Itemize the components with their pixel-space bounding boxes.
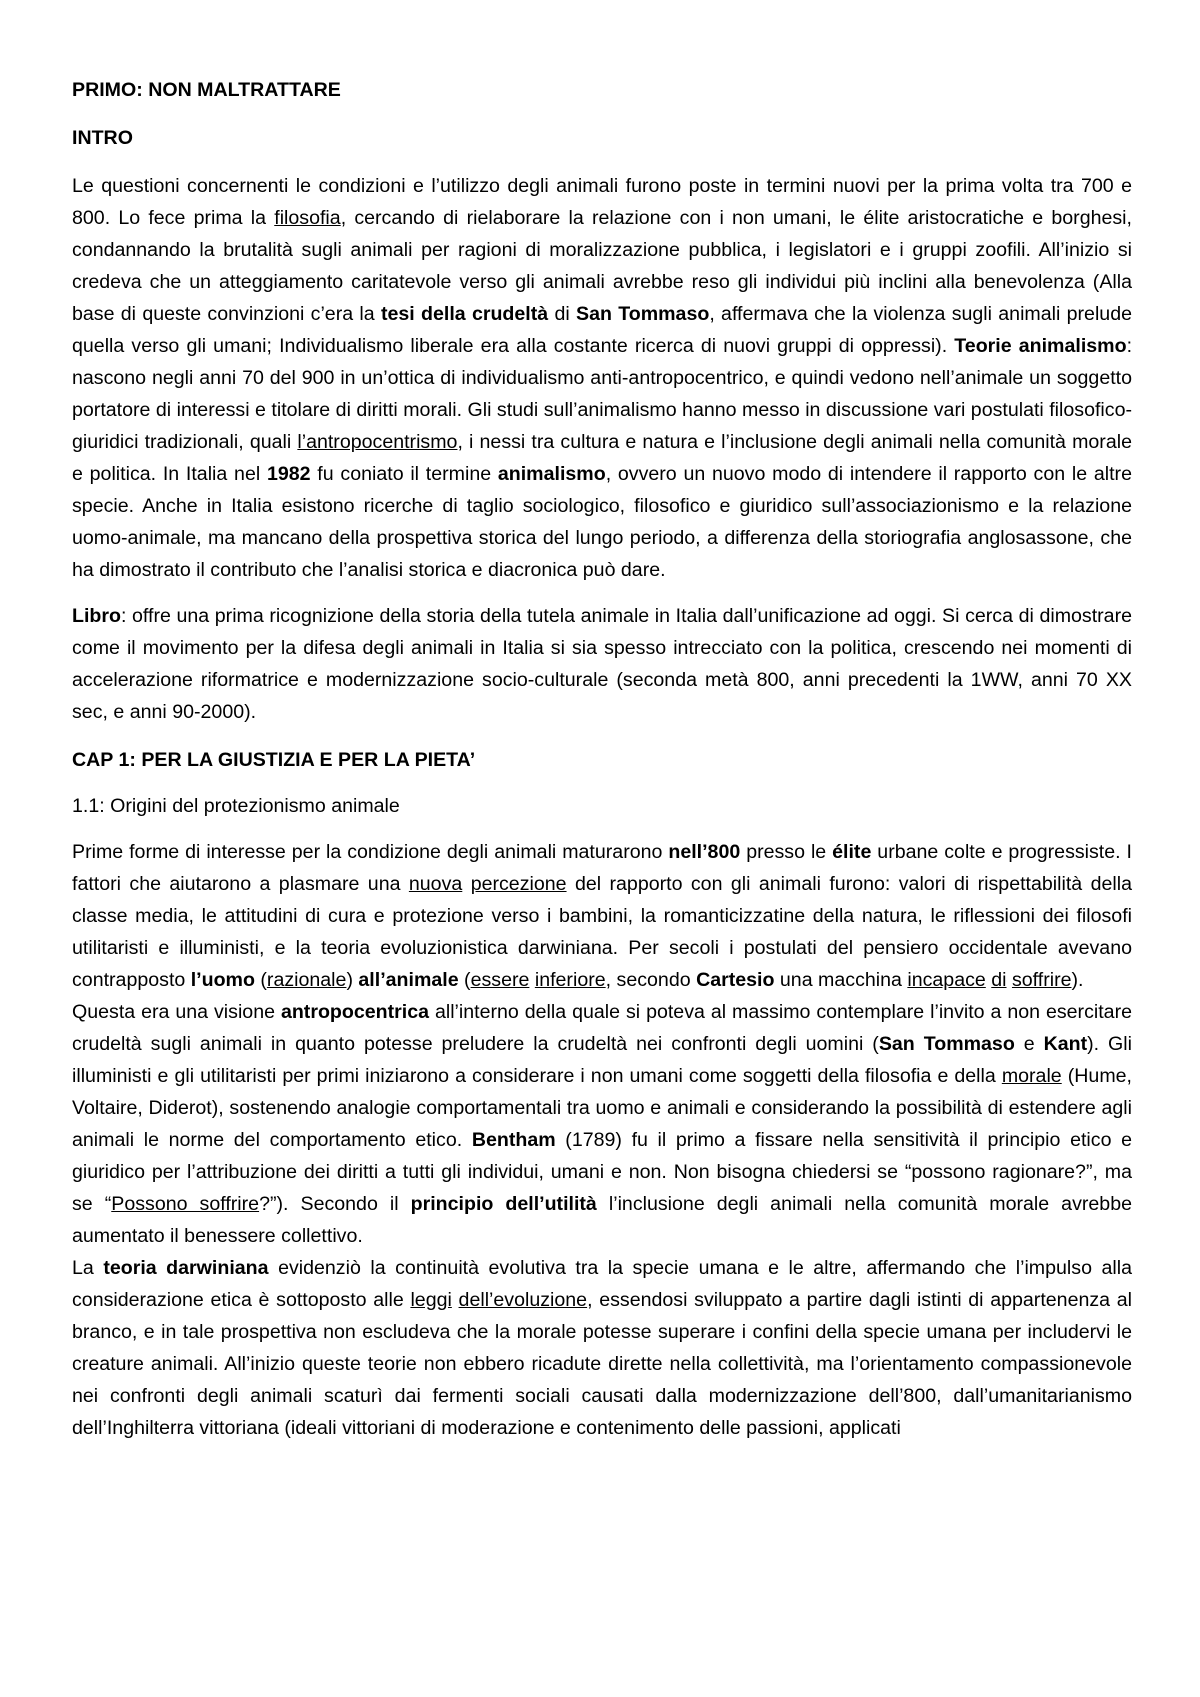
text-run: (1789) fu il primo a fissare nella sensitività il principio etico e giuridico per l’attribuzione dei diritti a tutti gli individui, umani e non. Non bisogna chiedersi se “possono ragionare?”, ma se “ — [72, 1129, 1132, 1215]
bold-term: Cartesio — [696, 969, 775, 991]
paragraph-3 — [72, 1252, 1132, 1444]
section-1-1-heading: 1.1: Origini del protezionismo animale — [72, 795, 400, 817]
bold-term: élite — [832, 841, 872, 863]
text-run: all’interno della quale si poteva al massimo contemplare l’invito a non esercitare crudeltà sugli animali in quanto potesse preludere la crudeltà nei confronti degli uomini ( — [72, 1001, 1132, 1055]
underlined-term: razionale — [266, 969, 347, 991]
text-run — [462, 873, 470, 895]
text-run: di — [548, 303, 576, 325]
underlined-term: essere — [470, 969, 530, 991]
paragraph-1 — [72, 836, 1132, 996]
text-run: del rapporto con gli animali furono: valori di rispettabilità della classe media, le attitudini di cura e protezione verso i bambini, la romanticizzatine della natura, le riflessioni dei filosofi utilitaristi e illuministi, e la teoria evoluzionistica darwiniana. Per secoli i postulati del pensiero occidentale avevano contrapposto — [72, 873, 1132, 991]
text-run: presso le — [740, 841, 833, 863]
underlined-term: leggi — [410, 1289, 452, 1311]
text-run: La — [72, 1257, 104, 1279]
bold-term: antropocentrica — [280, 1001, 430, 1023]
text-run: (Hume, Voltaire, Diderot), sostenendo analogie comportamentali tra uomo e animali e considerando la possibilità di estendere agli animali le norme del comportamento etico. — [72, 1065, 1132, 1151]
libro-paragraph — [72, 600, 1132, 728]
text-run: , secondo — [605, 969, 697, 991]
text-run: : offre una prima ricognizione della storia della tutela animale in Italia dall’unificazione ad oggi. Si cerca di dimostrare come il movimento per la difesa degli animali in Italia si sia spesso intrecciato con la politica, crescendo nei momenti di accelerazione riformatrice e modernizzazione socio-culturale (seconda metà 800, anni precedenti la 1WW, anni 70 XX sec, e anni 90-2000). — [72, 605, 1132, 723]
underlined-term: percezione — [470, 873, 567, 895]
text-run: ) — [346, 969, 359, 991]
text-run: Prime forme di interesse per la condizione degli animali maturarono — [72, 841, 669, 863]
text-run: ). Gli illuministi e gli utilitaristi per primi iniziarono a considerare i non umani come soggetti della filosofia e della — [72, 1033, 1132, 1087]
bold-term: San Tommaso — [576, 303, 710, 325]
text-run: , cercando di rielaborare la relazione con i non umani, le élite aristocratiche e borghesi, condannando la brutalità sugli animali per ragioni di moralizzazione pubblica, i legislatori e i gruppi zoofili. All’inizio si credeva che un atteggiamento caritatevole verso gli animali avrebbe reso gli individui più inclini alla benevolenza (Alla base di queste convinzioni c’era la — [72, 207, 1132, 325]
text-run: una macchina — [774, 969, 908, 991]
text-run: , affermava che la violenza sugli animali prelude quella verso gli umani; Individualismo liberale era alla costante ricerca di nuovi gruppi di oppressi). — [72, 303, 1132, 357]
bold-term: teoria darwiniana — [103, 1257, 269, 1279]
text-run: evidenziò la continuità evolutiva tra la specie umana e le altre, affermando che l’impulso alla considerazione etica è sottoposto alle — [72, 1257, 1132, 1311]
text-run: ?”). Secondo il — [259, 1193, 411, 1215]
underlined-term: incapace — [907, 969, 986, 991]
underlined-term: soffrire — [1011, 969, 1072, 991]
text-run: , ovvero un nuovo modo di intendere il rapporto con le altre specie. Anche in Italia esistono ricerche di taglio sociologico, filosofico e giuridico sull’associazionismo e la relazione uomo-animale, ma mancano della prospettiva storica del lungo periodo, a differenza della storiografia anglosassone, che ha dimostrato il contributo che l’analisi storica e diacronica può dare. — [72, 463, 1132, 581]
bold-term: San Tommaso — [878, 1033, 1015, 1055]
text-run: ). — [1071, 969, 1084, 991]
bold-term: principio dell’utilità — [410, 1193, 597, 1215]
text-run: ( — [254, 969, 267, 991]
underlined-term: l’antropocentrismo — [297, 431, 458, 453]
text-run — [452, 1289, 459, 1311]
text-run: urbane colte e progressiste. I fattori che aiutarono a plasmare una — [72, 841, 1132, 895]
text-run: fu coniato il termine — [310, 463, 498, 485]
bold-term: tesi della crudeltà — [380, 303, 549, 325]
chapter-1-heading: CAP 1: PER LA GIUSTIZIA E PER LA PIETA’ — [72, 749, 476, 771]
text-run: l’inclusione degli animali nella comunità morale avrebbe aumentato il benessere collettivo. — [72, 1193, 1132, 1247]
text-run: e — [1014, 1033, 1044, 1055]
bold-term: animalismo — [497, 463, 606, 485]
text-run: : nascono negli anni 70 del 900 in un’ottica di individualismo anti-antropocentrico, e quindi vedono nell’animale un soggetto portatore di interessi e titolare di diritti morali. Gli studi sull’animalismo hanno messo in discussione vari postulati filosofico-giuridici tradizionali, quali — [72, 335, 1133, 453]
underlined-term: morale — [1001, 1065, 1062, 1087]
underlined-term: inferiore — [534, 969, 606, 991]
bold-term: l’uomo — [190, 969, 255, 991]
intro-paragraph — [72, 170, 1132, 586]
bold-term: 1982 — [266, 463, 311, 485]
text-run: , essendosi sviluppato a partire dagli istinti di appartenenza al branco, e in tale prospettiva non escludeva che la morale potesse superare i confini della specie umana per includervi le creature animali. All’inizio queste teorie non ebbero ricadute dirette nella collettività, ma l’orientamento compassionevole nei confronti degli animali scaturì dai fermenti sociali causati dalla modernizzazione dell’800, dall’umanitarianismo dell’Inghilterra vittoriana (ideali vittoriani di moderazione e contenimento delle passioni, applicati — [72, 1289, 1132, 1439]
underlined-term: Possono soffrire — [111, 1193, 260, 1215]
bold-term: Kant — [1043, 1033, 1088, 1055]
intro-heading: INTRO — [72, 127, 133, 149]
bold-term: nell’800 — [668, 841, 741, 863]
text-run: Le questioni concernenti le condizioni e l’utilizzo degli animali furono poste in termini nuovi per la prima volta tra 700 e 800. Lo fece prima la — [72, 175, 1132, 229]
paragraph-2 — [72, 996, 1132, 1252]
text-run: , i nessi tra cultura e natura e l’inclusione degli animali nella comunità morale e politica. In Italia nel — [72, 431, 1132, 485]
text-run: ( — [458, 969, 471, 991]
underlined-term: nuova — [408, 873, 463, 895]
underlined-term: filosofia — [274, 207, 341, 229]
document-title: PRIMO: NON MALTRATTARE — [72, 79, 341, 101]
bold-term: Bentham — [471, 1129, 556, 1151]
text-run: Questa era una visione — [72, 1001, 281, 1023]
underlined-term: dell’evoluzione — [458, 1289, 588, 1311]
bold-term: all’animale — [358, 969, 459, 991]
bold-term: Libro — [72, 605, 121, 627]
bold-term: Teorie animalismo — [954, 335, 1127, 357]
underlined-term: di — [991, 969, 1007, 991]
